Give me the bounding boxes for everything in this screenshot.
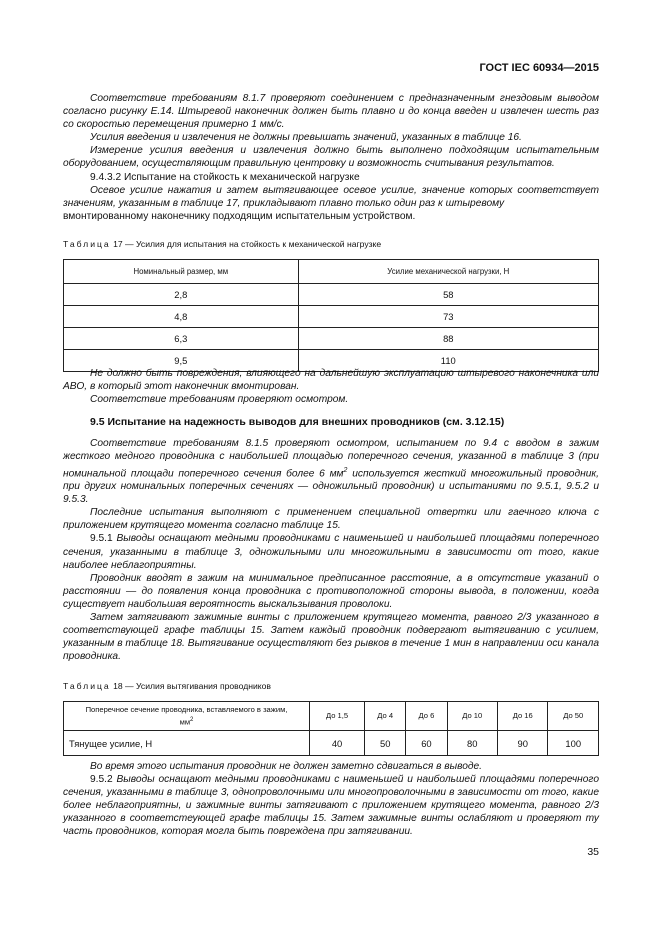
paragraph: Последние испытания выполняют с применением специальной отвертки или гаечного ключа с приложением крутящего момента согласно таблице 15. bbox=[63, 507, 599, 532]
text: Выводы оснащают медными проводниками с наименьшей и наибольшей площадями поперечного сечения, указанными в таблице 3, однопроволочными или многопроволочными в зависимости от того, какие более неблагоприятны, и зажимные винты затягивают с приложением крутящего момента, равного 2/3 указанного в соответстеующей графе таблицы 15. Затем зажимные винты ослабляют и проверяют ту часть проводников, которая могла быть повреждена при затягивании. bbox=[63, 774, 599, 838]
column-header: До 4 bbox=[365, 702, 406, 731]
table-cell: 58 bbox=[298, 284, 598, 306]
clause-number: 9.5.1 bbox=[90, 533, 117, 545]
table-header-row bbox=[64, 260, 599, 284]
paragraph: Затем затягивают зажимные винты с приложением крутящего момента, равного 2/3 указанного в соответствующей графе таблицы 15. Затем каждый проводник подвергают вытягиванию с усилием, указанным в таблице 18. Вытягивание осуществляют без рывков в течение 1 мин в направлении оси канала проводника. bbox=[63, 611, 599, 663]
text: используется жесткий многожильный проводник, при других номинальных поперечных сечениях — одножильный проводник) и испытаниями по 9.5.1, 9.5.2 и 9.5.3. bbox=[63, 467, 599, 506]
table-row bbox=[64, 284, 599, 306]
paragraph: Измерение усилия введения и извлечения должно быть выполнено подходящим испытательным оборудованием, осуществляющим правильную центровку и возможность считывания результатов. bbox=[63, 145, 599, 170]
paragraph bbox=[63, 437, 599, 506]
column-header: До 10 bbox=[447, 702, 497, 731]
table-header-row bbox=[64, 702, 599, 731]
paragraph: Во время этого испытания проводник не должен заметно сдвигаться в выводе. bbox=[90, 761, 483, 772]
table-17 bbox=[63, 259, 599, 372]
paragraph: Не должно быть повреждения, влияющего на дальнейшую эксплуатацию штыревого наконечника или АВО, в который этот наконечник вмонтирован. bbox=[63, 368, 599, 393]
superscript: 2 bbox=[190, 716, 194, 723]
paragraph bbox=[63, 773, 599, 838]
table-row bbox=[64, 328, 599, 350]
clause-number: 9.5.2 bbox=[90, 774, 117, 786]
section-9-5 bbox=[63, 367, 599, 663]
superscript: 2 bbox=[343, 466, 348, 474]
table-cell: 60 bbox=[406, 731, 447, 756]
table-row bbox=[64, 306, 599, 328]
table-cell: 80 bbox=[447, 731, 497, 756]
section-9-5-2 bbox=[63, 760, 599, 839]
column-header bbox=[64, 702, 310, 731]
table-cell: 110 bbox=[298, 350, 598, 372]
table-18 bbox=[63, 701, 599, 756]
text: Соответствие требованиям 8.1.5 проверяют осмотром, испытанием по 9.4 с вводом в зажим жесткого медного проводника с наибольшей площадью поперечного сечения, указанной в таблице 3 (при номинальной площади поперечного сечения более 6 мм bbox=[63, 438, 599, 479]
column-header: Усилие механической нагрузки, Н bbox=[298, 260, 598, 284]
table-cell: 90 bbox=[498, 731, 548, 756]
paragraph: Соответствие требованиям 8.1.7 проверяют соединением с предназначенным гнездовым выводом согласно рисунку Е.14. Штыревой наконечник должен быть плавно и до конца введен и извлечен шесть раз со скоростью перемещения примерно 1 мм/с. bbox=[63, 93, 599, 131]
table-cell: 73 bbox=[298, 306, 598, 328]
row-label: Тянущее усилие, Н bbox=[64, 731, 310, 756]
text: Выводы оснащают медными проводниками с наименьшей и наибольшей площадями поперечного сечения, указанными в таблице 3, одножильными или многожильными в зависимости от того, какие наиболее неблагоприятны. bbox=[63, 533, 599, 571]
column-header: До 6 bbox=[406, 702, 447, 731]
page-number: 35 bbox=[587, 846, 599, 858]
table-cell: 9,5 bbox=[64, 350, 299, 372]
paragraph: Соответствие требованиям проверяют осмотром. bbox=[90, 394, 349, 406]
paragraph bbox=[63, 532, 599, 571]
table-cell: 2,8 bbox=[64, 284, 299, 306]
table-cell: 88 bbox=[298, 328, 598, 350]
column-header: До 16 bbox=[498, 702, 548, 731]
clause-title: 9.4.3.2 Испытание на стойкость к механической нагрузке bbox=[90, 171, 360, 183]
table-cell: 6,3 bbox=[64, 328, 299, 350]
paragraph: Проводник вводят в зажим на минимальное предписанное расстояние, а в отсутствие указаний о расстоянии — до появления конца проводника с противоположной стороны вывода, в положении, когда существует наибольшая вероятность выскальзывания проволоки. bbox=[63, 572, 599, 610]
table-label: Таблица bbox=[63, 681, 111, 691]
table-label: Таблица bbox=[63, 239, 111, 249]
table-row bbox=[64, 731, 599, 756]
document-header: ГОСТ IEC 60934—2015 bbox=[479, 62, 599, 74]
table-18-block bbox=[63, 680, 599, 756]
table-caption-text: 17 — Усилия для испытания на стойкость к механической нагрузке bbox=[113, 239, 382, 249]
table-17-block bbox=[63, 238, 599, 372]
column-header: Номинальный размер, мм bbox=[64, 260, 299, 284]
column-header: До 50 bbox=[548, 702, 599, 731]
table-caption-text: 18 — Усилия вытягивания проводников bbox=[113, 681, 271, 691]
text: Поперечное сечение проводника, вставляемого в зажим, мм bbox=[85, 704, 288, 727]
paragraph-continuation: вмонтированному наконечнику подходящим испытательным устройством. bbox=[63, 210, 416, 222]
table-cell: 50 bbox=[365, 731, 406, 756]
table-cell: 4,8 bbox=[64, 306, 299, 328]
column-header: До 1,5 bbox=[310, 702, 365, 731]
table-caption bbox=[63, 680, 599, 693]
section-9-4-3 bbox=[63, 92, 599, 223]
table-cell: 40 bbox=[310, 731, 365, 756]
section-heading: 9.5 Испытание на надежность выводов для внешних проводников (см. 3.12.15) bbox=[90, 416, 505, 429]
table-caption bbox=[63, 238, 599, 251]
table-cell: 100 bbox=[548, 731, 599, 756]
paragraph: Осевое усилие нажатия и затем вытягивающее осевое усилие, значение которых соответствует значениям, указанным в таблице 17, прикладывают плавно только один раз к штыревому bbox=[63, 184, 599, 209]
paragraph: Усилия введения и извлечения не должны превышать значений, указанных в таблице 16. bbox=[90, 132, 522, 144]
